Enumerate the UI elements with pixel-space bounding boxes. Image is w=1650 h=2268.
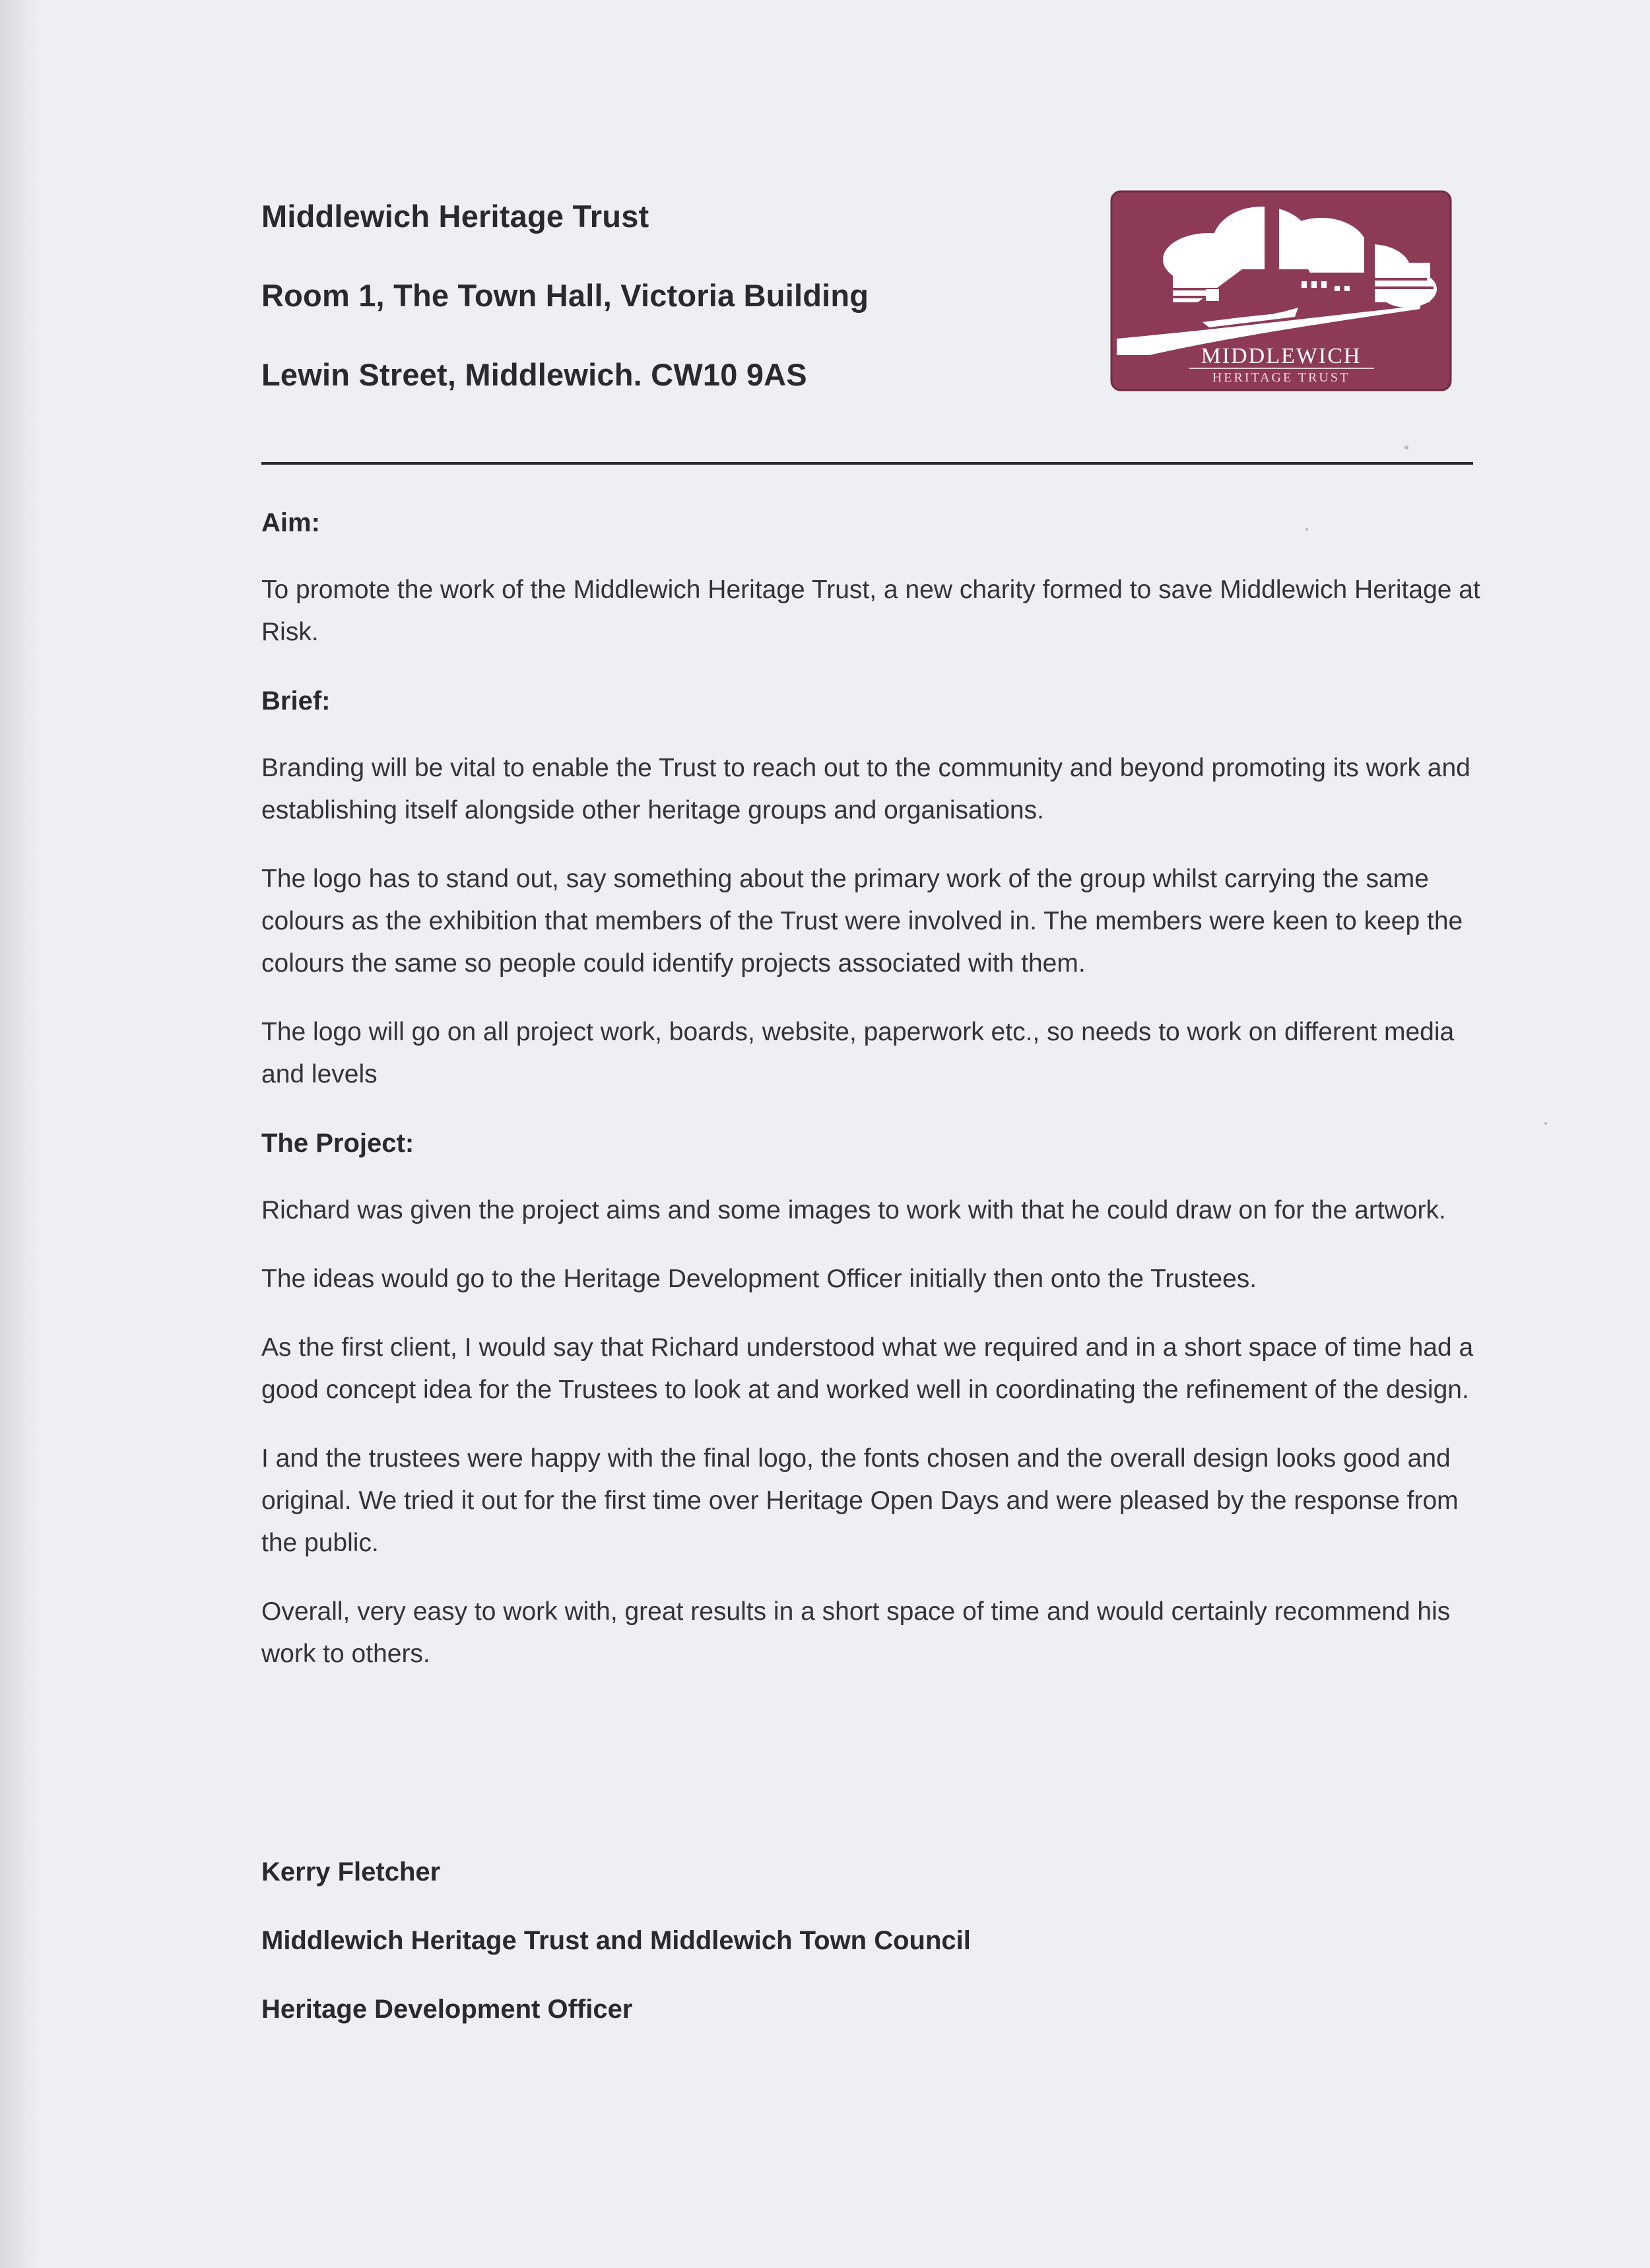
- signature-block: [261, 1851, 1449, 2057]
- brief-paragraph-3: The logo will go on all project work, boards, website, paperwork etc., so needs to work on different media and levels: [261, 1018, 1455, 1088]
- signatory-name: Kerry Fletcher: [261, 1857, 441, 1886]
- project-heading: The Project:: [261, 1129, 414, 1158]
- letterhead-address-line-1: Room 1, The Town Hall, Victoria Building: [261, 278, 869, 313]
- signatory-role: Heritage Development Officer: [261, 1995, 633, 2024]
- aim-paragraph: To promote the work of the Middlewich Heritage Trust, a new charity formed to save Middlewich Heritage at Risk.: [261, 576, 1480, 646]
- logo-subtitle: HERITAGE TRUST: [1212, 370, 1350, 385]
- page-edge-shadow: [0, 0, 40, 2268]
- letterhead-address-line-2: Lewin Street, Middlewich. CW10 9AS: [261, 357, 807, 392]
- scan-speck: [1305, 528, 1308, 531]
- middlewich-heritage-trust-logo: [1110, 190, 1452, 391]
- logo-title: MIDDLEWICH: [1201, 344, 1362, 368]
- aim-heading: Aim:: [261, 508, 320, 537]
- scan-speck: [1544, 1122, 1547, 1125]
- letterhead-org-name: Middlewich Heritage Trust: [261, 199, 649, 234]
- project-paragraph-1: Richard was given the project aims and some images to work with that he could draw on for the artwork.: [261, 1196, 1446, 1224]
- project-paragraph-5: Overall, very easy to work with, great results in a short space of time and would certainly recommend his work to others.: [261, 1597, 1451, 1668]
- letter-body: [261, 502, 1482, 1702]
- scan-speck: [1404, 446, 1408, 450]
- brief-heading: Brief:: [261, 686, 331, 716]
- header-divider: [261, 462, 1473, 465]
- brief-paragraph-1: Branding will be vital to enable the Trust to reach out to the community and beyond promoting its work and establishing itself alongside other heritage groups and organisations.: [261, 754, 1470, 824]
- project-paragraph-4: I and the trustees were happy with the final logo, the fonts chosen and the overall design looks good and original. We tried it out for the first time over Heritage Open Days and were pleased by the response from the public.: [261, 1444, 1459, 1557]
- project-paragraph-3: As the first client, I would say that Richard understood what we required and in a short space of time had a good concept idea for the Trustees to look at and worked well in coordinating the refinement of the design.: [261, 1333, 1474, 1404]
- brief-paragraph-2: The logo has to stand out, say something about the primary work of the group whilst carrying the same colours as the exhibition that members of the Trust were involved in. The members were keen to keep the colours the same so people could identify projects associated with them.: [261, 865, 1463, 978]
- project-paragraph-2: The ideas would go to the Heritage Development Officer initially then onto the Trustees.: [261, 1265, 1257, 1293]
- signatory-organisation: Middlewich Heritage Trust and Middlewich Town Council: [261, 1926, 971, 1955]
